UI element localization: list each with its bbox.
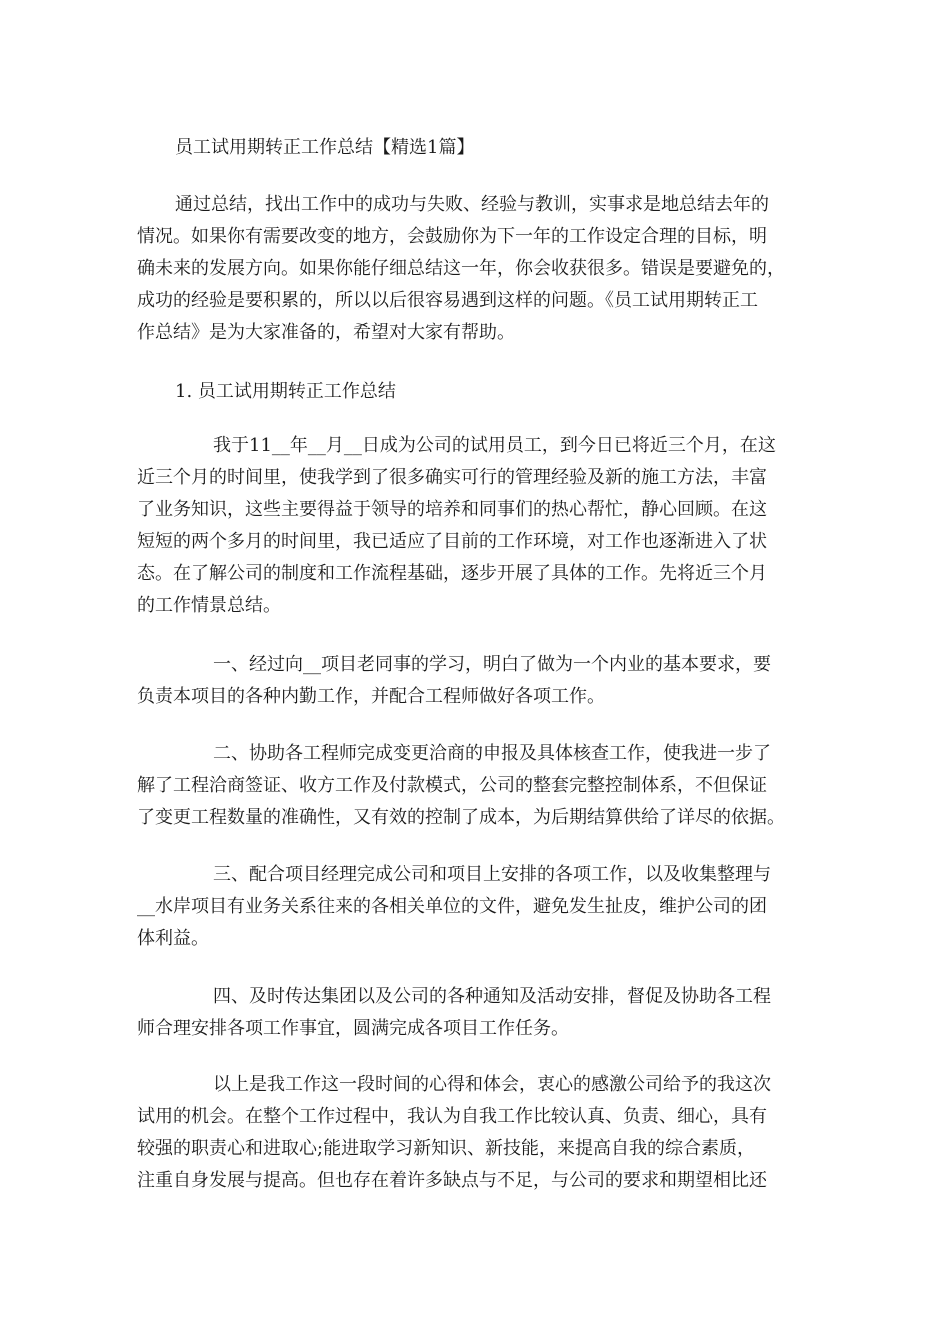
paragraph-line: 的工作情景总结。 [137,595,281,616]
paragraph-1 [137,430,818,622]
paragraph-line: 一、经过向__项目老同事的学习，明白了做为一个内业的基本要求，要 [213,654,771,675]
paragraph-line: 试用的机会。在整个工作过程中，我认为自我工作比较认真、负责、细心，具有 [137,1106,767,1127]
paragraph-line: 短短的两个多月的时间里，我已适应了目前的工作环境，对工作也逐渐进入了状 [137,531,767,552]
paragraph-line: 负责本项目的各种内勤工作，并配合工程师做好各项工作。 [137,686,605,707]
intro-line: 成功的经验是要积累的，所以以后很容易遇到这样的问题。《员工试用期转正工 [137,290,758,311]
paragraph-line: 态。在了解公司的制度和工作流程基础，逐步开展了具体的工作。先将近三个月 [137,563,767,584]
paragraph-line: 师合理安排各项工作事宜，圆满完成各项目工作任务。 [137,1018,569,1039]
paragraph-line: 注重自身发展与提高。但也存在着许多缺点与不足，与公司的要求和期望相比还 [137,1170,767,1191]
paragraph-3 [137,738,818,834]
intro-line: 情况。如果你有需要改变的地方，会鼓励你为下一年的工作设定合理的目标，明 [137,226,767,247]
paragraph-4 [137,859,818,955]
paragraph-5 [137,981,818,1045]
paragraph-line: 二、协助各工程师完成变更洽商的申报及具体核查工作，使我进一步了 [213,743,771,764]
paragraph-line: 三、配合项目经理完成公司和项目上安排的各项工作，以及收集整理与 [213,864,771,885]
paragraph-line: 体利益。 [137,928,209,949]
paragraph-6 [137,1069,818,1197]
intro-paragraph [137,189,818,349]
paragraph-line: 了变更工程数量的准确性，又有效的控制了成本，为后期结算供给了详尽的依据。 [137,807,785,828]
paragraph-line: 了业务知识，这些主要得益于领导的培养和同事们的热心帮忙，静心回顾。在这 [137,499,767,520]
paragraph-line: 以上是我工作这一段时间的心得和体会，衷心的感激公司给予的我这次 [213,1074,771,1095]
section-heading: 1. 员工试用期转正工作总结 [175,381,396,402]
paragraph-line: __水岸项目有业务关系往来的各相关单位的文件，避免发生扯皮，维护公司的团 [137,896,767,917]
paragraph-line: 四、及时传达集团以及公司的各种通知及活动安排，督促及协助各工程 [213,986,771,1007]
paragraph-line: 我于11__年__月__日成为公司的试用员工，到今日已将近三个月，在这 [213,435,776,456]
paragraph-2 [137,649,818,713]
paragraph-line: 解了工程洽商签证、收方工作及付款模式，公司的整套完整控制体系，不但保证 [137,775,767,796]
intro-line: 通过总结，找出工作中的成功与失败、经验与教训，实事求是地总结去年的 [175,194,769,215]
paragraph-line: 近三个月的时间里，使我学到了很多确实可行的管理经验及新的施工方法，丰富 [137,467,767,488]
intro-line: 作总结》是为大家准备的，希望对大家有帮助。 [137,322,515,343]
intro-line: 确未来的发展方向。如果你能仔细总结这一年，你会收获很多。错误是要避免的， [137,258,785,279]
document-title: 员工试用期转正工作总结【精选1篇】 [175,137,475,158]
paragraph-line: 较强的职责心和进取心;能进取学习新知识、新技能，来提高自我的综合素质， [137,1138,756,1159]
